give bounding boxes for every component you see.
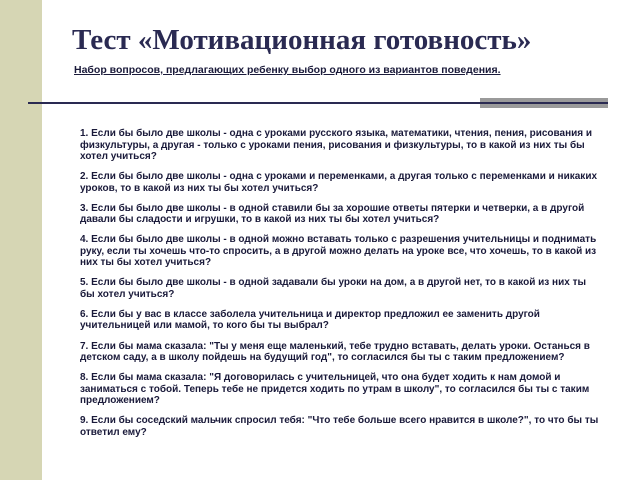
question-item: 1. Если бы было две школы - одна с уроками русского языка, математики, чтения, пения, рисования и физкультуры, а другая - только с уроками пения, рисования и физкультуры, то в какой из них ты бы хотел учиться? (80, 128, 593, 162)
slide-title: Тест «Мотивационная готовность» (72, 24, 532, 56)
decorative-side-strip (0, 0, 42, 480)
question-item: 8. Если бы мама сказала: "Я договорилась с учительницей, что она будет ходить к нам домой и заниматься с тобой. Теперь тебе не придется ходить по утрам в школу", то согласился бы ты с таким предложением? (80, 372, 590, 407)
question-list (80, 128, 600, 447)
divider-line (28, 102, 480, 104)
question-item: 5. Если бы было две школы - в одной задавали бы уроки на дом, а в другой нет, то в какой из них ты бы хотел учиться? (80, 277, 587, 300)
question-item: 3. Если бы было две школы - в одной ставили бы за хорошие ответы пятерки и четверки, а в другой давали бы сладости и игрушки, то в какой из них ты бы хотел учиться? (80, 202, 585, 226)
question-item: 9. Если бы соседский мальчик спросил тебя: "Что тебе больше всего нравится в школе?", то что бы ты ответил ему? (80, 415, 599, 438)
divider-line-right (480, 102, 608, 104)
question-item: 2. Если бы было две школы - одна с уроками и переменками, а другая только с переменками и никаких уроков, то в какой из них ты бы хотел учиться? (80, 171, 598, 194)
slide-subtitle: Набор вопросов, предлагающих ребенку выбор одного из вариантов поведения. (74, 64, 501, 76)
question-item: 7. Если бы мама сказала: "Ты у меня еще маленький, тебе трудно вставать, делать уроки. Останься в детском саду, а в школу пойдешь на будущий год", то согласился бы ты с таким предложением? (80, 340, 590, 364)
question-item: 6. Если бы у вас в классе заболела учительница и директор предложил ее заменить другой учительницей или мамой, то кого бы ты выбрал? (80, 308, 540, 332)
question-item: 4. Если бы было две школы - в одной можно вставать только с разрешения учительницы и поднимать руку, если ты хочешь что-то спросить, а в другой можно делать на уроке все, что хочешь, то в какой из них ты бы хотел учиться? (80, 234, 597, 269)
